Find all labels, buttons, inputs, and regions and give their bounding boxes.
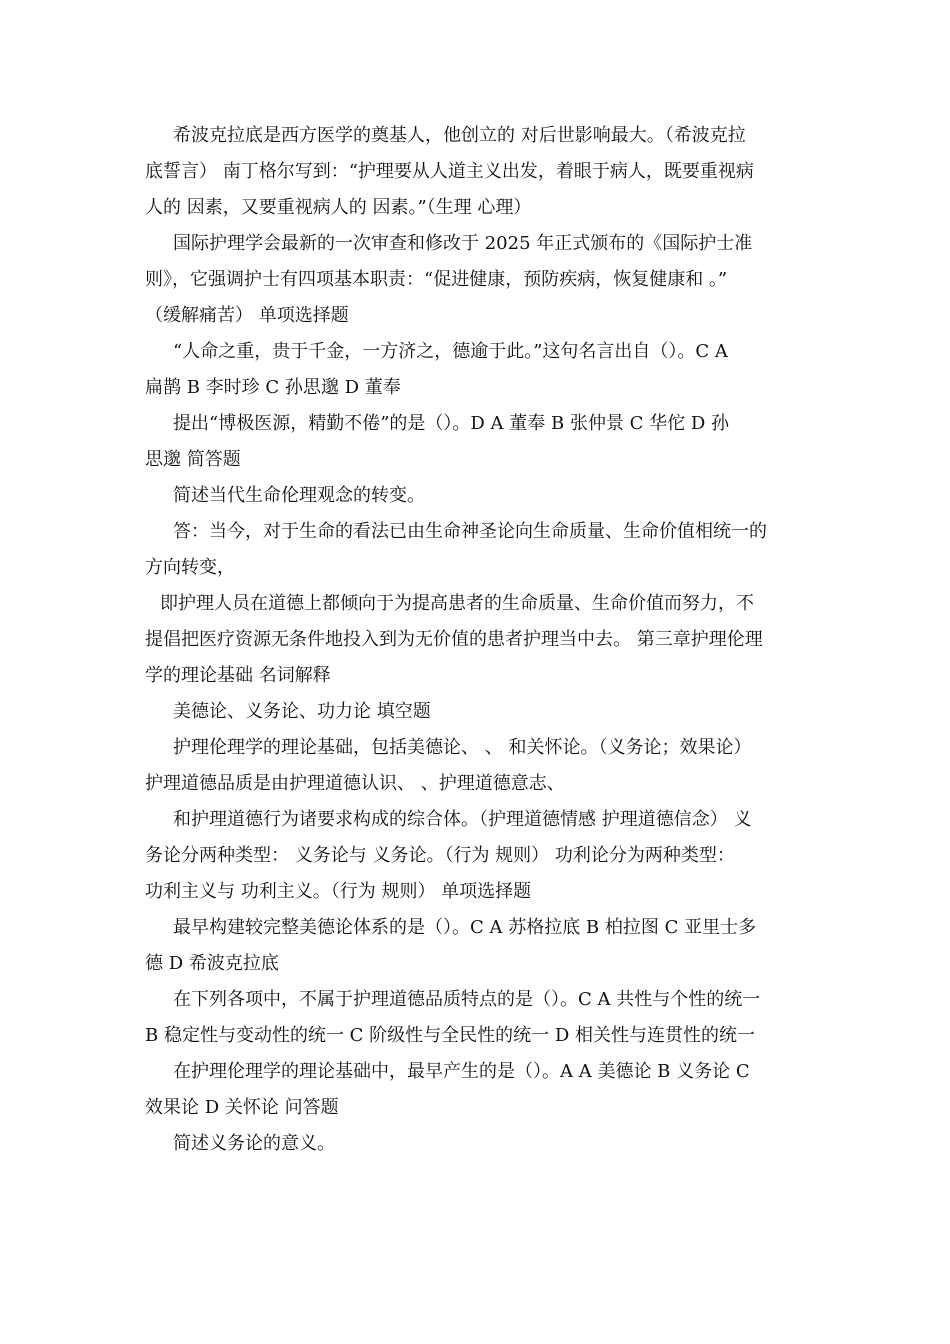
text-line: 效果论 D 关怀论 问答题	[145, 1097, 339, 1118]
text-line: 提出“博极医源，精勤不倦”的是（）。D A 董奉 B 张仲景 C 华佗 D 孙	[173, 413, 730, 434]
text-line: 则》，它强调护士有四项基本职责：“促进健康，预防疾病，恢复健康和 。”	[145, 269, 728, 290]
text-line: 即护理人员在道德上都倾向于为提高患者的生命质量、生命价值而努力，不	[160, 593, 754, 614]
text-line: 思邈 简答题	[145, 449, 241, 470]
text-line: 人的 因素，又要重视病人的 因素。”（生理 心理）	[145, 197, 532, 218]
text-line: 和护理道德行为诸要求构成的综合体。（护理道德情感 护理道德信念） 义	[173, 809, 752, 830]
text-line: 答：当今，对于生命的看法已由生命神圣论向生命质量、生命价值相统一的	[173, 521, 767, 542]
text-line: 德 D 希波克拉底	[145, 953, 279, 974]
text-line: 务论分两种类型： 义务论与 义务论。（行为 规则） 功利论分为两种类型：	[145, 845, 735, 866]
text-line: B 稳定性与变动性的统一 C 阶级性与全民性的统一 D 相关性与连贯性的统一	[145, 1025, 756, 1046]
text-line: 护理道德品质是由护理道德认识、 、护理道德意志、	[145, 773, 565, 794]
text-line: 希波克拉底是西方医学的奠基人，他创立的 对后世影响最大。（希波克拉	[173, 125, 746, 146]
text-line: 底誓言） 南丁格尔写到：“护理要从人道主义出发，着眼于病人，既要重视病	[145, 161, 754, 182]
text-line: 简述义务论的意义。	[173, 1133, 335, 1154]
text-line: 扁鹊 B 李时珍 C 孙思邈 D 董奉	[145, 377, 401, 398]
text-line: 提倡把医疗资源无条件地投入到为无价值的患者护理当中去。 第三章护理伦理	[145, 629, 763, 650]
text-line: 学的理论基础 名词解释	[145, 665, 331, 686]
text-line: 美德论、义务论、功力论 填空题	[173, 701, 431, 722]
text-line: 简述当代生命伦理观念的转变。	[173, 485, 425, 506]
text-line: 最早构建较完整美德论体系的是（）。C A 苏格拉底 B 柏拉图 C 亚里士多	[173, 917, 757, 938]
text-line: 在护理伦理学的理论基础中，最早产生的是（）。A A 美德论 B 义务论 C	[173, 1061, 750, 1082]
text-line: “人命之重，贵于千金，一方济之，德逾于此。”这句名言出自（）。C A	[173, 341, 728, 362]
text-line: 功利主义与 功利主义。（行为 规则） 单项选择题	[145, 881, 532, 902]
text-line: 在下列各项中，不属于护理道德品质特点的是（）。C A 共性与个性的统一	[173, 989, 761, 1010]
text-line: 国际护理学会最新的一次审查和修改于 2025 年正式颁布的《国际护士准	[173, 233, 753, 254]
text-line: 护理伦理学的理论基础，包括美德论、 、 和关怀论。（义务论；效果论）	[173, 737, 752, 758]
text-line: （缓解痛苦） 单项选择题	[145, 305, 349, 326]
text-line: 方向转变，	[145, 557, 235, 578]
